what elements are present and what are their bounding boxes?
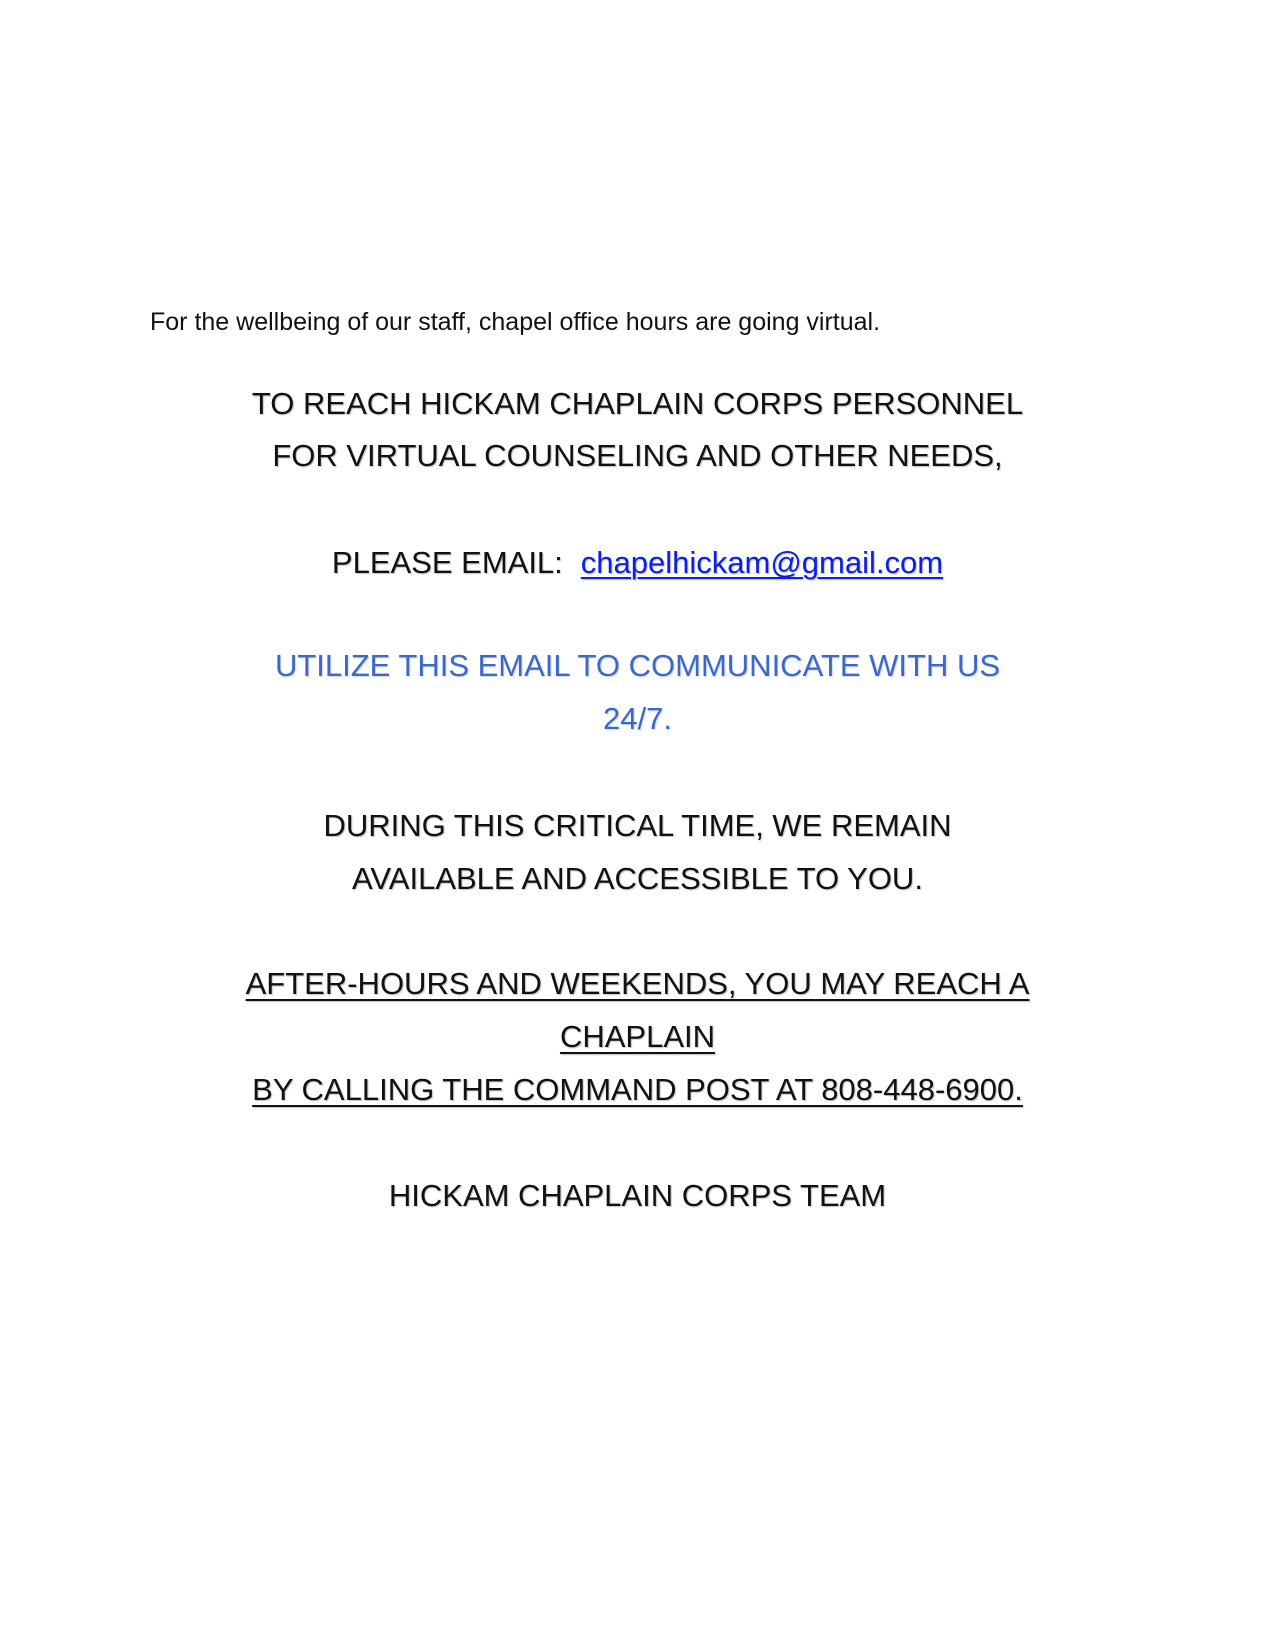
- after-hours-text-1: AFTER-HOURS AND WEEKENDS, YOU MAY REACH A: [245, 966, 1030, 1001]
- utilize-line-1: UTILIZE THIS EMAIL TO COMMUNICATE WITH US: [274, 648, 1001, 683]
- after-hours-line-3: [0, 1070, 1275, 1110]
- signature: HICKAM CHAPLAIN CORPS TEAM: [388, 1178, 887, 1213]
- email-label: PLEASE EMAIL:: [331, 545, 563, 580]
- after-hours-line-1: [0, 964, 1275, 1004]
- reach-line-1: TO REACH HICKAM CHAPLAIN CORPS PERSONNEL: [251, 386, 1024, 421]
- after-hours-line-2: [0, 1017, 1275, 1057]
- intro-text: For the wellbeing of our staff, chapel office hours are going virtual.: [150, 308, 881, 336]
- critical-line-2: AVAILABLE AND ACCESSIBLE TO YOU.: [352, 861, 923, 896]
- after-hours-text-2: CHAPLAIN: [559, 1019, 716, 1054]
- reach-line-2: FOR VIRTUAL COUNSELING AND OTHER NEEDS,: [272, 438, 1003, 473]
- after-hours-text-3: BY CALLING THE COMMAND POST AT 808-448-6900.: [252, 1072, 1023, 1107]
- email-link[interactable]: chapelhickam@gmail.com: [580, 545, 944, 580]
- utilize-line-2: 24/7.: [603, 701, 672, 736]
- email-line: [0, 543, 1275, 583]
- critical-line-1: DURING THIS CRITICAL TIME, WE REMAIN: [323, 808, 952, 843]
